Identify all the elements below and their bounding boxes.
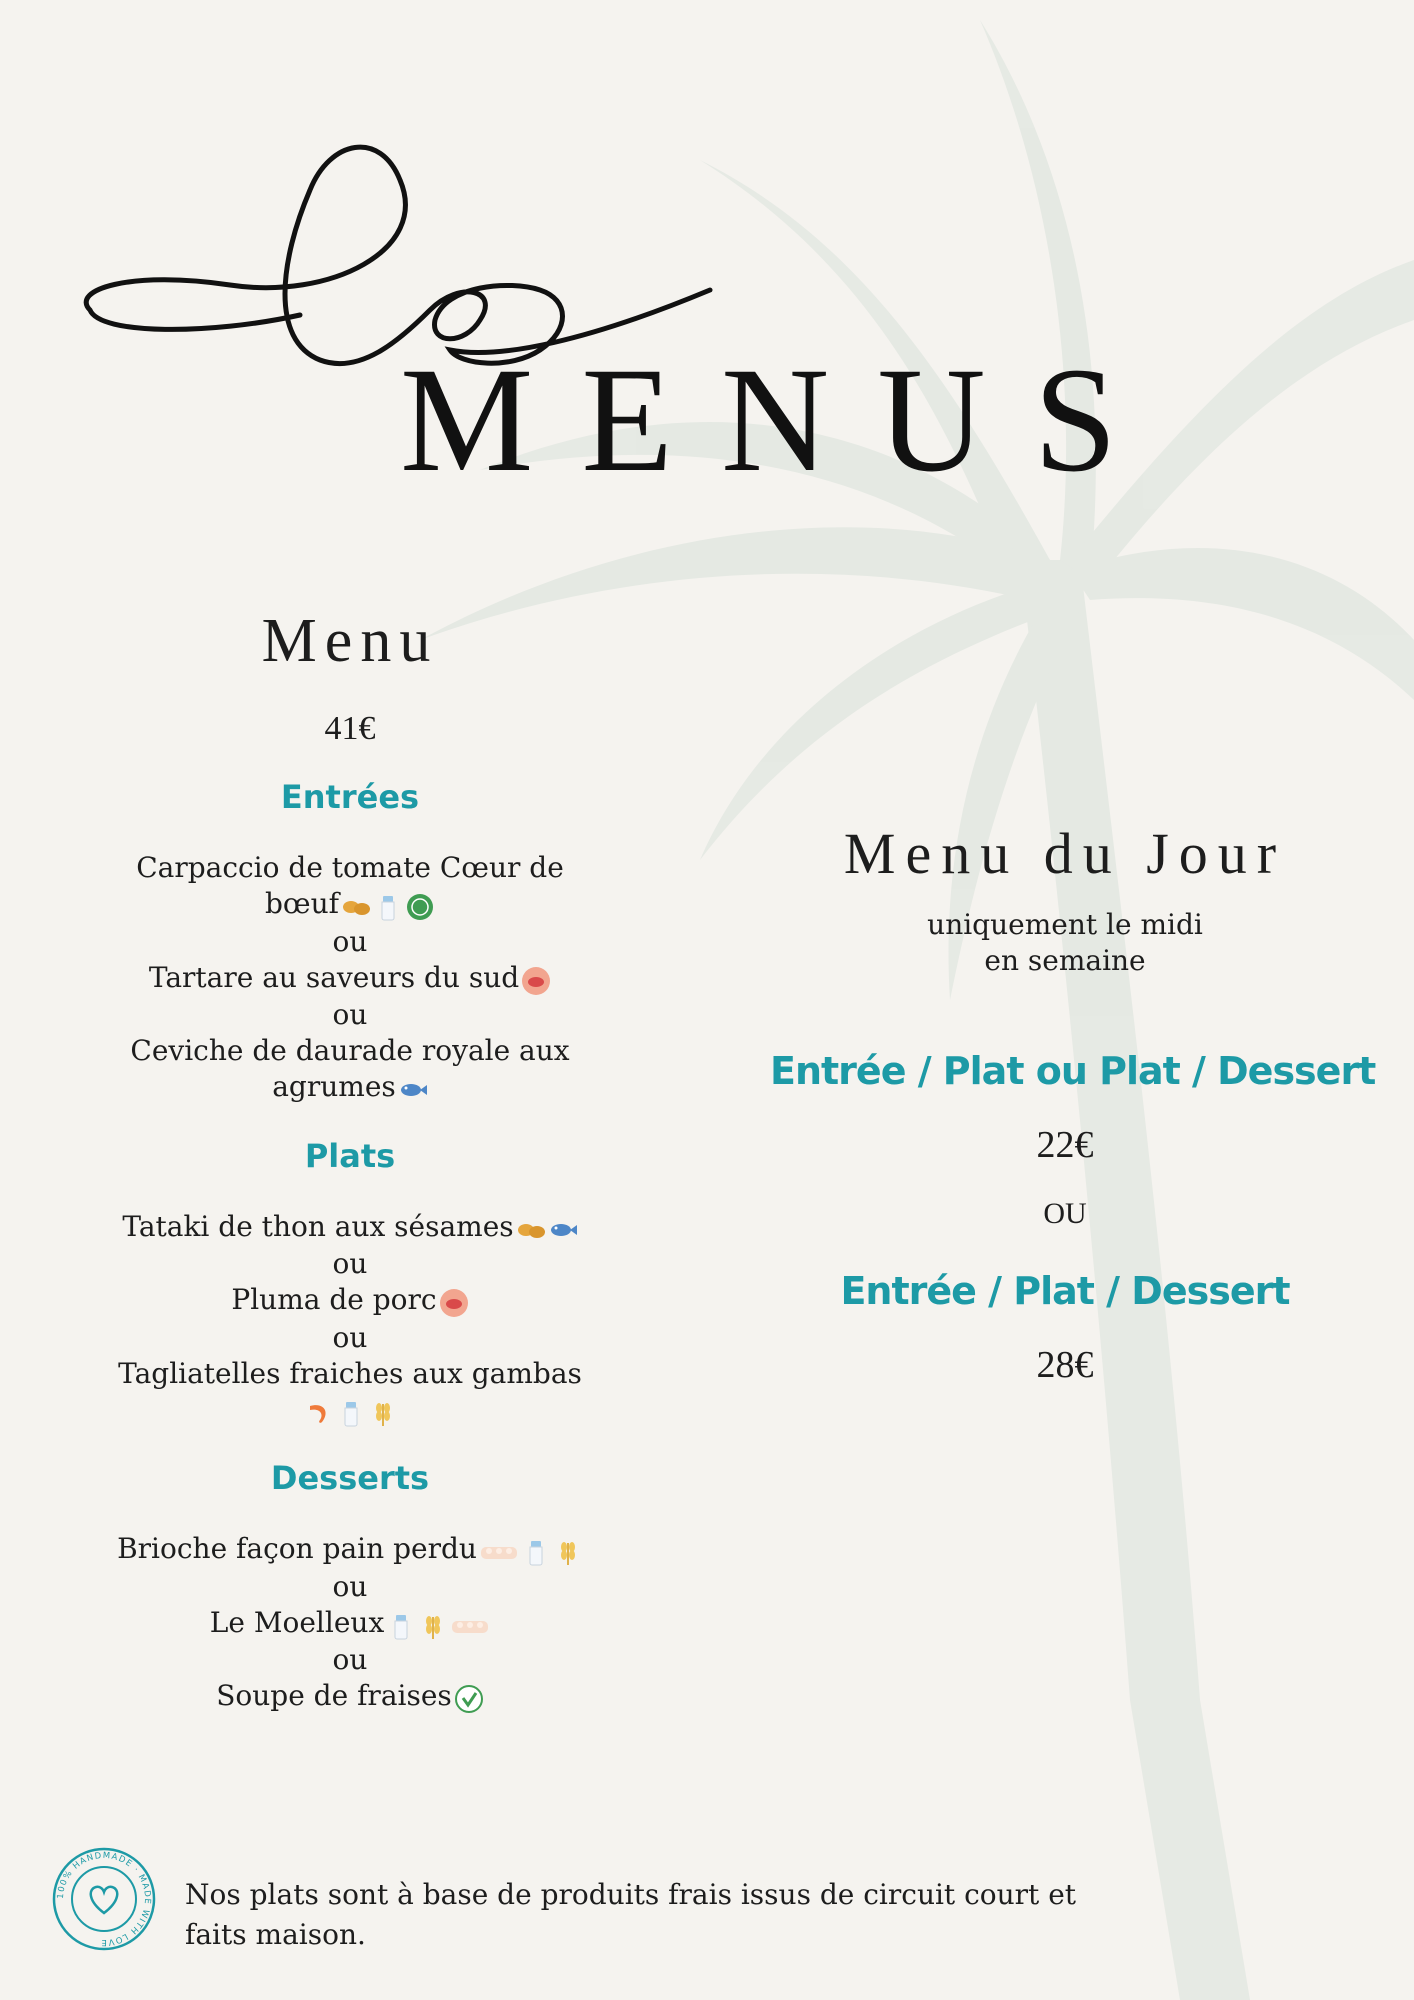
menu-title: Menu (261, 607, 439, 675)
section-heading: Entrées (280, 778, 420, 816)
section-heading: Desserts (270, 1459, 430, 1497)
milk-bottle-icon (373, 892, 403, 922)
badge-text: 100% HANDMADE · MADE WITH LOVE (55, 1850, 153, 1948)
pig-icon (521, 966, 551, 996)
dish-text: Carpaccio de tomate Cœur de (136, 851, 564, 884)
menu-column (90, 607, 610, 1716)
menu-price: 41€ (324, 710, 376, 747)
dish-text: ou (332, 1320, 368, 1354)
menu-sections (90, 778, 610, 1716)
allergen-icons (514, 1210, 578, 1246)
subtitle-line: en semaine (984, 944, 1146, 977)
milk-bottle-icon (521, 1537, 551, 1567)
dish-text: Soupe de fraises (216, 1679, 452, 1712)
or-separator (90, 1246, 610, 1282)
fish-icon (548, 1215, 578, 1245)
or-separator (90, 1320, 610, 1356)
section-items (90, 1531, 610, 1716)
allergen-icons (519, 961, 551, 997)
dish-line (90, 886, 610, 924)
allergen-icons (452, 1680, 484, 1716)
wheat-icon (368, 1398, 398, 1428)
vegan-icon (454, 1684, 484, 1714)
section-heading: Plats (304, 1136, 396, 1175)
pig-icon (439, 1288, 469, 1318)
or-separator (90, 924, 610, 960)
subtitle-line: uniquement le midi (927, 908, 1203, 941)
egg-tray-icon (479, 1537, 519, 1567)
dish-line (90, 1033, 610, 1069)
dish-text: ou (332, 1569, 368, 1603)
allergen-icons (384, 1606, 490, 1642)
formula-or: OU (1043, 1197, 1087, 1230)
or-separator (90, 1569, 610, 1605)
formula-1-price: 22€ (1036, 1124, 1094, 1166)
dish-line (90, 1069, 610, 1107)
seal-icon (405, 892, 435, 922)
dish-text: ou (332, 998, 368, 1031)
dish-text: Le Moelleux (209, 1605, 385, 1639)
dish-line (90, 850, 610, 886)
or-separator (90, 1642, 610, 1678)
allergen-icons (302, 1393, 398, 1429)
dish-text: Ceviche de daurade royale aux (130, 1034, 570, 1067)
formula-2: Entrée / Plat / Dessert (840, 1269, 1290, 1313)
menu-du-jour-subtitle (770, 907, 1360, 979)
dish-line (90, 1282, 610, 1320)
dish-text: Brioche façon pain perdu (117, 1532, 477, 1565)
milk-bottle-icon (386, 1611, 416, 1641)
handmade-badge-icon (50, 1845, 158, 1953)
footer (50, 1845, 1150, 1965)
shrimp-icon (304, 1398, 334, 1428)
formula-1: Entrée / Plat ou Plat / Dessert (770, 1049, 1376, 1093)
section-items (90, 850, 610, 1107)
dish-line (90, 1531, 610, 1569)
svg-text:100% HANDMADE · MADE WITH LOVE (56, 1851, 152, 1947)
formula-2-price: 28€ (1036, 1344, 1094, 1386)
allergen-icons (396, 1071, 428, 1107)
dish-text: Tartare au saveurs du sud (148, 960, 520, 994)
dish-text: ou (332, 924, 368, 958)
dish-text: ou (332, 1643, 368, 1676)
dish-line (90, 1209, 610, 1247)
allergen-icons (437, 1284, 469, 1320)
peanut-icon (341, 892, 371, 922)
menu-du-jour-title: Menu du Jour (843, 821, 1287, 886)
title-menus: MENUS (400, 337, 1166, 503)
dish-text: agrumes (272, 1070, 396, 1103)
peanut-icon (516, 1215, 546, 1245)
footer-note: Nos plats sont à base de produits frais issus de circuit court et faits maison. (185, 1878, 1077, 1951)
dish-line (90, 1605, 610, 1643)
dish-line (90, 1678, 610, 1716)
milk-bottle-icon (336, 1398, 366, 1428)
dish-line (90, 960, 610, 998)
allergen-icons (339, 888, 435, 924)
dish-text: Tagliatelles fraiches aux gambas (118, 1356, 582, 1390)
wheat-icon (553, 1537, 583, 1567)
egg-tray-icon (450, 1611, 490, 1641)
dish-text: Tataki de thon aux sésames (122, 1209, 514, 1243)
dish-line (90, 1356, 610, 1430)
fish-icon (398, 1075, 428, 1105)
dish-text: ou (332, 1247, 368, 1280)
dish-text: Pluma de porc (231, 1283, 437, 1316)
wheat-icon (418, 1611, 448, 1641)
menu-du-jour-column (770, 821, 1376, 1387)
allergen-icons (477, 1533, 583, 1569)
or-separator (90, 997, 610, 1033)
section-items (90, 1209, 610, 1430)
dish-text: bœuf (264, 887, 339, 920)
